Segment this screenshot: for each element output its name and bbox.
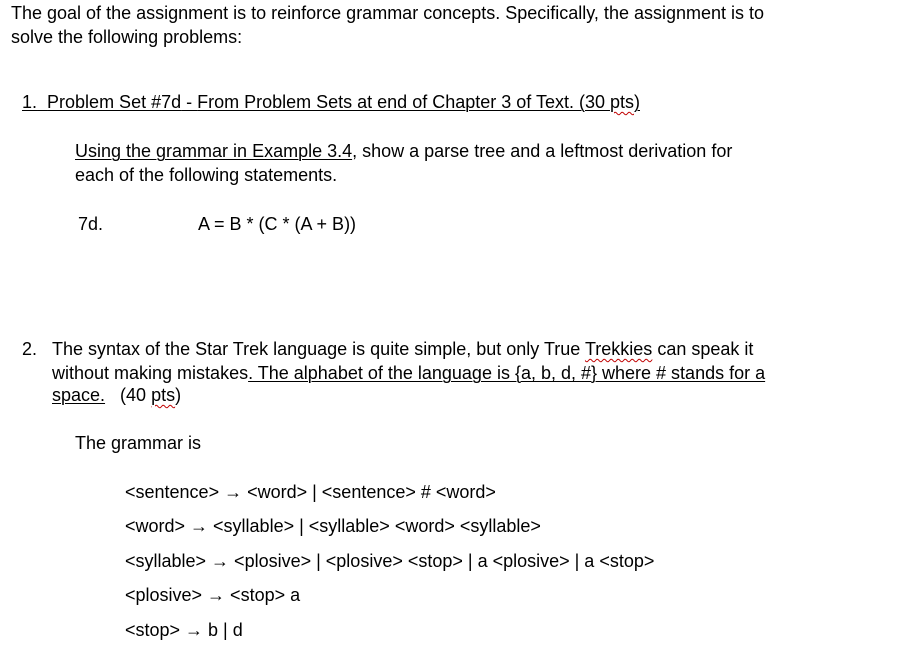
grammar-rule: <plosive> → <stop> a bbox=[125, 585, 301, 605]
grammar-example-link[interactable]: Using the grammar in Example 3.4 bbox=[75, 141, 353, 161]
problem-1-pts: pts bbox=[609, 92, 634, 112]
problem-1-description-rest: , show a parse tree and a leftmost derivation for bbox=[352, 141, 733, 161]
grammar-intro: The grammar is bbox=[75, 433, 202, 453]
problem-1-set: Problem Set #7d bbox=[47, 92, 182, 112]
problem-2-line-1-end: can speak it bbox=[652, 339, 754, 359]
space-word: space. bbox=[52, 385, 106, 405]
trekkies-word: Trekkies bbox=[584, 339, 653, 359]
problem-1-title bbox=[22, 91, 640, 113]
grammar-rule: <stop> → b | d bbox=[125, 620, 243, 640]
intro-line-2: solve the following problems: bbox=[11, 27, 243, 47]
problem-1-dash: - bbox=[181, 92, 198, 112]
problem-2-line-3 bbox=[52, 384, 181, 406]
problem-1-number: 1. bbox=[22, 92, 38, 112]
item-label: 7d. bbox=[78, 214, 104, 234]
problem-2-line-1-text: The syntax of the Star Trek language is quite simple, but only True bbox=[52, 339, 585, 359]
problem-2-pts: pts bbox=[151, 385, 176, 405]
problem-2-number: 2. bbox=[22, 339, 38, 359]
grammar-rule: <word> → <syllable> | <syllable> <word> <syllable> bbox=[125, 516, 541, 536]
problem-1-description bbox=[75, 140, 732, 162]
problem-1-source: From Problem Sets at end of Chapter 3 of Text. (30 bbox=[197, 92, 610, 112]
grammar-rule: <sentence> → <word> | <sentence> # <word> bbox=[125, 482, 496, 502]
problem-1-description-line-2: each of the following statements. bbox=[75, 165, 338, 185]
item-statement: A = B * (C * (A + B)) bbox=[198, 214, 357, 234]
problem-1-close: ) bbox=[634, 92, 640, 112]
problem-2-line-2 bbox=[52, 362, 765, 384]
problem-2-points: (40 bbox=[105, 385, 152, 405]
alphabet-statement: . The alphabet of the language is {a, b, d, #} where # stands for a bbox=[248, 363, 766, 383]
problem-2-close: ) bbox=[175, 385, 182, 405]
grammar-rule: <syllable> → <plosive> | <plosive> <stop> | a <plosive> | a <stop> bbox=[125, 551, 655, 571]
intro-line-1: The goal of the assignment is to reinforce grammar concepts. Specifically, the assignment is to bbox=[11, 3, 765, 23]
problem-2-line-1 bbox=[52, 338, 753, 360]
problem-2-line-2-start: without making mistakes bbox=[52, 363, 249, 383]
